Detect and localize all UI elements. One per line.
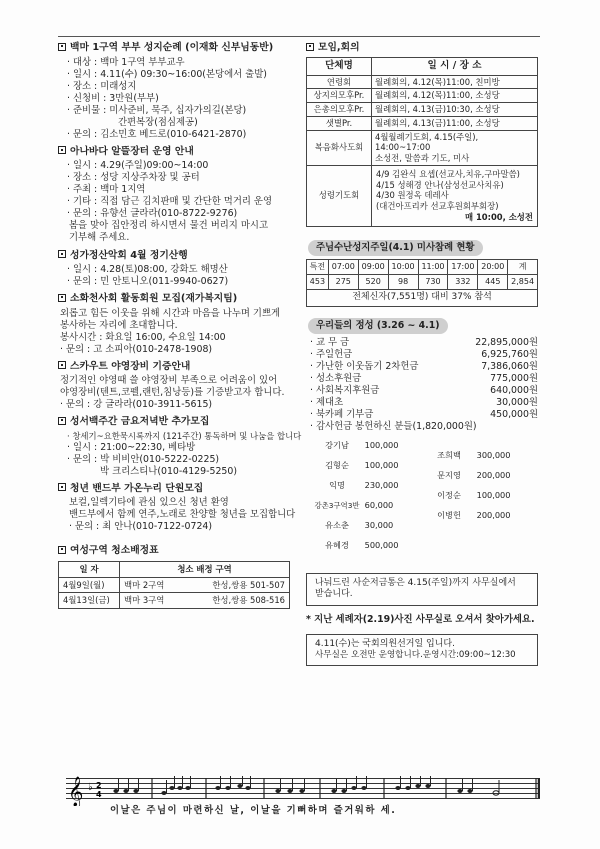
schedule-line: 4/30 원정옥 데레사	[376, 190, 449, 201]
square-bullet-icon	[58, 546, 66, 554]
table-row	[307, 89, 538, 103]
schedule-cell: 월례회의, 4.12(목)11:00, 친미방	[372, 75, 538, 89]
column-header: 일 시 / 장 소	[372, 57, 538, 75]
offerings-title: 우리들의 정성 (3.26 ~ 4.1)	[308, 318, 448, 334]
column-header: 20:00	[478, 259, 508, 274]
schedule-line: 4/9 김완식 요셉(선교사,치유,구마말씀)	[376, 168, 520, 179]
table-cell: 520	[358, 274, 388, 289]
table-row	[307, 75, 538, 89]
info-line: · 장소 : 미래성지	[67, 80, 137, 92]
square-bullet-icon	[58, 294, 66, 302]
fund-row: · 교 무 금 22,895,000원	[306, 337, 544, 349]
info-line: · 주최 : 백마 1지역	[67, 184, 146, 196]
cleaning-section	[58, 545, 306, 609]
fund-row: · 사회복지후원금 640,000원	[306, 385, 544, 397]
music-notes	[58, 776, 540, 806]
schedule-cell: 월례회의, 4.13(금)10:30, 소성당	[372, 103, 538, 117]
group-name: 복음화사도회	[307, 130, 372, 165]
schedule-cell: 월례회의, 4.13(금)11:00, 소성당	[372, 116, 538, 130]
info-line: · 일시 : 21:00~22:30, 베타방	[67, 441, 196, 453]
table-cell: 백마 2구역	[120, 577, 184, 593]
schedule-line: 매 10:00, 소성전	[464, 211, 533, 222]
table-cell: 2,854	[508, 274, 538, 289]
table-header-row	[59, 561, 290, 577]
column-header: 11:00	[418, 259, 448, 274]
notice-line: 사무실은 오전만 운영합니다.운영시간:09:00~12:30	[315, 650, 516, 661]
band-section	[58, 483, 306, 534]
info-line: 봉사시간 : 화요일 16:00, 수요일 14:00	[60, 331, 226, 343]
notice-line: 받습니다.	[315, 589, 353, 600]
donor-entry: 강기남 100,000	[325, 439, 399, 450]
top-rule	[58, 36, 540, 37]
schedule-cell: 월례회의, 4.12(목)11:00, 소성당	[372, 89, 538, 103]
table-cell: 4월9일(월)	[59, 577, 120, 593]
contact-line: · 문의 : 최 안나(010-7122-0724)	[69, 521, 213, 533]
column-header: 10:00	[388, 259, 418, 274]
sohwa-section	[58, 293, 306, 356]
info-line: · 대상 : 백마 1구역 부부교우	[67, 56, 185, 68]
table-cell: 275	[328, 274, 358, 289]
contact-line: · 문의 : 유향선 글라라(010-8722-9276)	[67, 208, 238, 220]
square-bullet-icon	[58, 250, 66, 258]
time-signature-icon: 2	[96, 781, 102, 790]
contact-line: · 문의 : 고 소피아(010-2478-1908)	[60, 343, 213, 355]
offerings-section	[306, 312, 544, 596]
time-signature-icon: 4	[96, 790, 102, 799]
schedule-line: 4월월례기도회, 4.15(주일), 14:00~17:00	[375, 131, 479, 153]
schedule-cell	[372, 165, 538, 226]
table-header-row	[307, 57, 538, 75]
note-heads	[113, 784, 499, 795]
table-cell: 453	[307, 274, 329, 289]
info-line: 간편복장(점심제공)	[118, 116, 198, 128]
table-row	[307, 165, 538, 226]
election-notice	[306, 634, 538, 667]
column-header: 계	[508, 259, 538, 274]
scout-section	[58, 361, 306, 412]
table-cell: 332	[448, 274, 478, 289]
group-name: 연령회	[307, 75, 372, 89]
notice-line: 4.11(수)는 국회의원선거일 입니다.	[315, 638, 455, 649]
donor-entry: 유소춘 30,000	[325, 519, 394, 530]
notice-line: 나눠드린 사순저금통은 4.15(주일)까지 사무실에서	[315, 577, 516, 588]
square-bullet-icon	[58, 417, 66, 425]
donor-entry: 김형순 100,000	[325, 459, 399, 470]
column-header: 청소 배정 구역	[120, 561, 290, 577]
attendance-section	[306, 232, 544, 307]
paragraph: 봄을 맞아 집안정리 하시면서 물건 버리지 마시고	[69, 220, 269, 232]
fund-row: · 주일헌금 6,925,760원	[306, 349, 544, 361]
note-stems	[119, 776, 500, 793]
contact-line: · 문의 : 박 비비안(010-5222-0225)	[67, 453, 220, 465]
donor-entry: 문지영 200,000	[437, 469, 511, 480]
column-header: 특전	[307, 259, 329, 274]
table-row	[59, 577, 290, 593]
group-name: 상지의모후Pr.	[307, 89, 372, 103]
donor-entry: 이정순 100,000	[437, 489, 511, 500]
table-row	[59, 593, 290, 609]
square-bullet-icon	[58, 43, 66, 51]
table-row	[307, 130, 538, 165]
schedule-cell	[372, 130, 538, 165]
table-cell: 한성,쌍용 508-516	[183, 593, 289, 609]
donor-entry: 조희백 300,000	[437, 449, 511, 460]
square-bullet-icon	[58, 483, 66, 491]
info-line: · 준비물 : 미사준비, 묵주, 십자가의길(본당)	[67, 104, 247, 116]
paragraph: 정기적인 야영때 쓸 야영장비 부족으로 어려움이 있어	[60, 375, 278, 387]
schedule-line: (대건아프리카 선교후원회부회장)	[376, 201, 499, 212]
contact-line: · 문의 : 강 글라라(010-3911-5615)	[60, 399, 213, 411]
table-row	[307, 116, 538, 130]
table-cell: 한성,쌍용 501-507	[183, 577, 289, 593]
section-title: 청년 밴드부 가온누리 단원모집	[58, 483, 306, 496]
column-header: 17:00	[448, 259, 478, 274]
paragraph: 기부해 주세요.	[69, 232, 130, 244]
column-header: 일 자	[59, 561, 120, 577]
meetings-section	[306, 42, 544, 227]
section-title: 소화천사회 활동회원 모집(재가복지팀)	[58, 293, 306, 306]
table-cell: 730	[418, 274, 448, 289]
market-section	[58, 146, 306, 245]
fund-row: · 제대초 30,000원	[306, 397, 544, 409]
treble-clef-icon: 𝄞	[68, 777, 84, 806]
left-column	[58, 42, 306, 614]
table-cell: 98	[388, 274, 418, 289]
info-line: · 일시 : 4.28(토)08:00, 강화도 해명산	[67, 264, 228, 276]
table-cell: 백마 3구역	[120, 593, 184, 609]
section-title: 성서백주간 금요저녁반 추가모집	[58, 416, 306, 429]
donor-entry: 이병헌 200,000	[437, 509, 511, 520]
table-header-row	[307, 259, 538, 274]
donor-entry: 강촌3구역3반 60,000	[314, 499, 394, 510]
paragraph: 봉사하는 자리에 초대합니다.	[60, 319, 178, 331]
bar-lines	[152, 778, 539, 798]
friday-class-section	[58, 416, 306, 477]
section-title: 모임,회의	[306, 42, 544, 55]
info-line: · 일시 : 4.11(수) 09:30~16:00(본당에서 출발)	[67, 68, 267, 80]
schedule-line: 4/15 성해경 안나(삼성선교사치유)	[376, 179, 504, 190]
contact-line: 박 크리스티나(010-4129-5250)	[100, 465, 238, 477]
info-line: · 신청비 : 3만원(부부)	[67, 92, 159, 104]
attendance-total: 전체신자(7,551명) 대비 37% 참석	[307, 290, 538, 307]
square-bullet-icon	[306, 43, 314, 51]
section-title: 성가정산악회 4월 정기산행	[58, 250, 306, 263]
table-cell: 4월13일(금)	[59, 593, 120, 609]
info-line: · 일시 : 4.29(주일)09:00~14:00	[67, 160, 209, 172]
group-name: 샛별Pr.	[307, 116, 372, 130]
donor-entry: 익명 230,000	[329, 479, 399, 490]
fund-row: · 가난한 이웃돕기 2차헌금 7,386,060원	[306, 361, 544, 373]
square-bullet-icon	[58, 361, 66, 369]
column-header: 09:00	[358, 259, 388, 274]
section-title: 여성구역 청소배정표	[58, 545, 306, 558]
info-line: · 장소 : 성당 지상주차장 및 공터	[67, 172, 200, 184]
song-lyrics: 이날은 주님이 마련하신 날, 이날을 기뻐하며 즐거워하 세.	[110, 805, 397, 816]
group-name: 은총의모후Pr.	[307, 103, 372, 117]
cleaning-table	[58, 561, 290, 609]
square-bullet-icon	[58, 146, 66, 154]
contact-line: · 문의 : 김소민호 베드로(010-6421-2870)	[67, 128, 247, 140]
hiking-section	[58, 250, 306, 289]
table-cell: 445	[478, 274, 508, 289]
table-row	[307, 274, 538, 289]
table-row	[307, 290, 538, 307]
fund-row: · 감사헌금 봉헌하신 분들(1,820,000원)	[306, 421, 544, 433]
column-header: 07:00	[328, 259, 358, 274]
donor-entry: 유혜경 500,000	[325, 539, 399, 550]
paragraph: 야영장비(텐트,코펠,랜턴,침낭등)를 기증받고자 합니다.	[60, 387, 285, 399]
paragraph: 보컬,일렉기타에 관심 있으신 청년 환영	[69, 497, 229, 509]
right-column	[306, 42, 544, 666]
donor-list	[306, 436, 544, 596]
pilgrimage-section	[58, 42, 306, 141]
paragraph: 외롭고 힘든 이웃을 위해 시간과 마음을 나누며 기쁘게	[60, 307, 281, 319]
attendance-table	[306, 259, 538, 307]
fund-row: · 성소후원금 775,000원	[306, 373, 544, 385]
table-row	[307, 103, 538, 117]
info-line: · 기타 : 직접 담근 김치판매 및 간단한 먹거리 운영	[67, 196, 273, 208]
fund-row: · 북카페 기부금 450,000원	[306, 409, 544, 421]
attendance-title: 주님수난성지주일(4.1) 미사참례 현황	[308, 240, 483, 256]
photo-notice: * 지난 세례자(2.19)사진 사무실로 오셔서 찾아가세요.	[306, 613, 535, 625]
meetings-table	[306, 57, 538, 227]
section-title: 백마 1구역 부부 성지순례 (이재화 신부님동반)	[58, 42, 306, 55]
section-title: 스카우트 야영장비 기증안내	[58, 361, 306, 374]
paragraph: 밴드부에서 함께 연주,노래로 찬양할 청년을 모집합니다	[69, 509, 296, 521]
column-header: 단체명	[307, 57, 372, 75]
flat-icon: ♭	[88, 782, 93, 793]
info-line: · 창세기~요한묵시록까지 (121주간) 통독하며 및 나눔을 합니다	[67, 430, 302, 441]
group-name: 성령기도회	[307, 165, 372, 226]
schedule-line: 소성전, 말씀과 기도, 미사	[375, 153, 470, 164]
section-title: 아나바다 알뜰장터 운영 안내	[58, 146, 306, 159]
contact-line: · 문의 : 민 안토니오(011-9940-0627)	[67, 276, 229, 288]
